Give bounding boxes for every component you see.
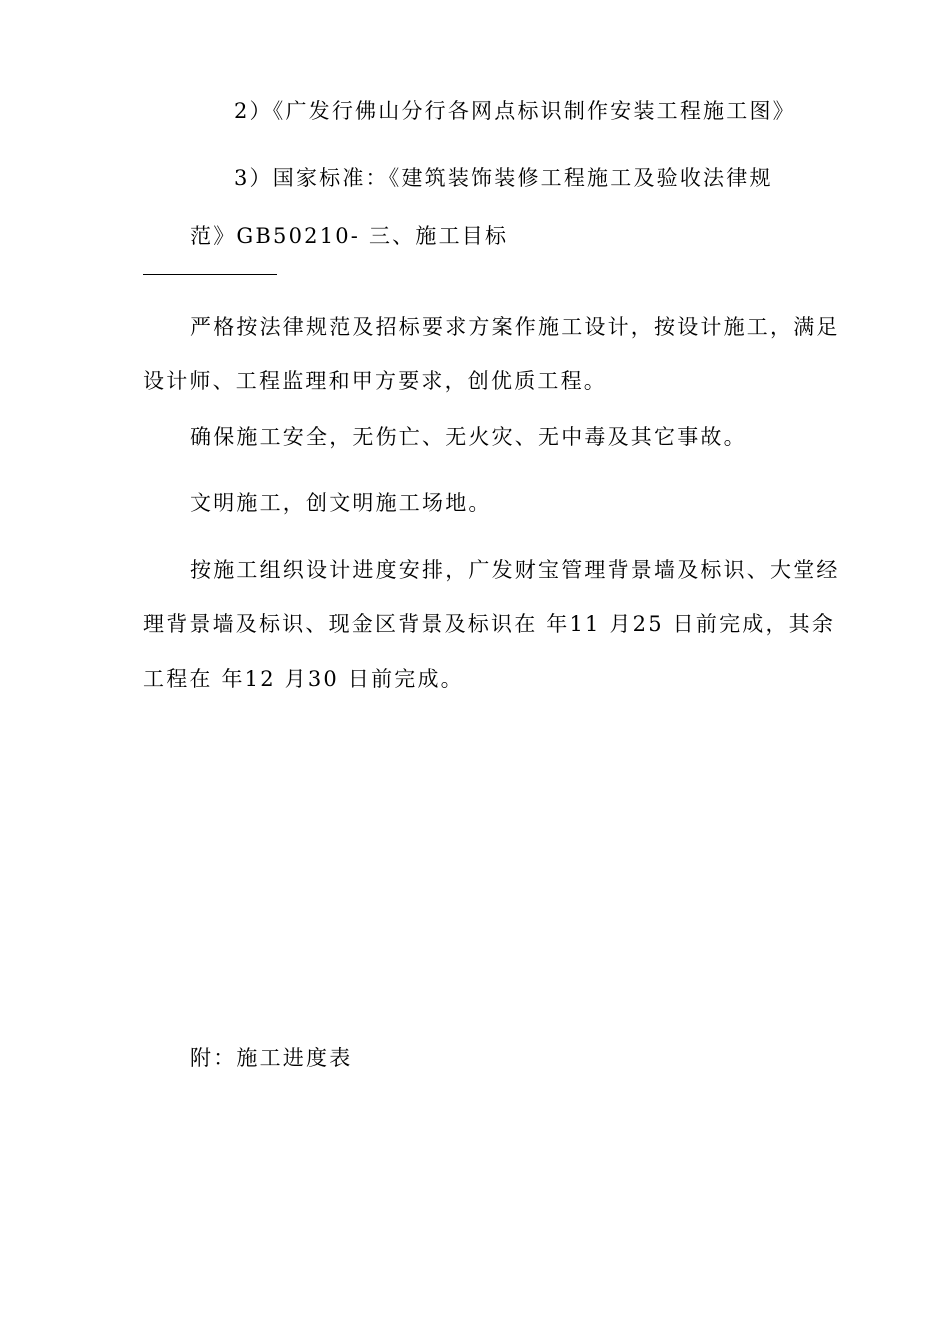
schedule-goal-line-3: 工程在 年12 月30 日前完成。 — [143, 667, 464, 691]
reference-item-2: 2）《广发行佛山分行各网点标识制作安装工程施工图》 — [234, 99, 796, 123]
civilized-construction-goal: 文明施工，创文明施工场地。 — [190, 491, 492, 515]
reference-item-3: 3）国家标准：《建筑装饰装修工程施工及验收法律规 — [234, 166, 773, 190]
quality-goal-line-2: 设计师、工程监理和甲方要求，创优质工程。 — [143, 369, 607, 393]
attachment-note: 附：施工进度表 — [190, 1046, 353, 1070]
horizontal-rule — [143, 274, 277, 275]
quality-goal-line-1: 严格按法律规范及招标要求方案作施工设计，按设计施工，满足 — [190, 315, 840, 339]
safety-goal: 确保施工安全，无伤亡、无火灾、无中毒及其它事故。 — [190, 425, 747, 449]
schedule-goal-line-2: 理背景墙及标识、现金区背景及标识在 年11 月25 日前完成，其余 — [143, 612, 836, 636]
schedule-goal-line-1: 按施工组织设计进度安排，广发财宝管理背景墙及标识、大堂经 — [190, 558, 840, 582]
reference-item-3-continued-and-section-heading: 范》GB50210- 三、施工目标 — [190, 224, 509, 248]
